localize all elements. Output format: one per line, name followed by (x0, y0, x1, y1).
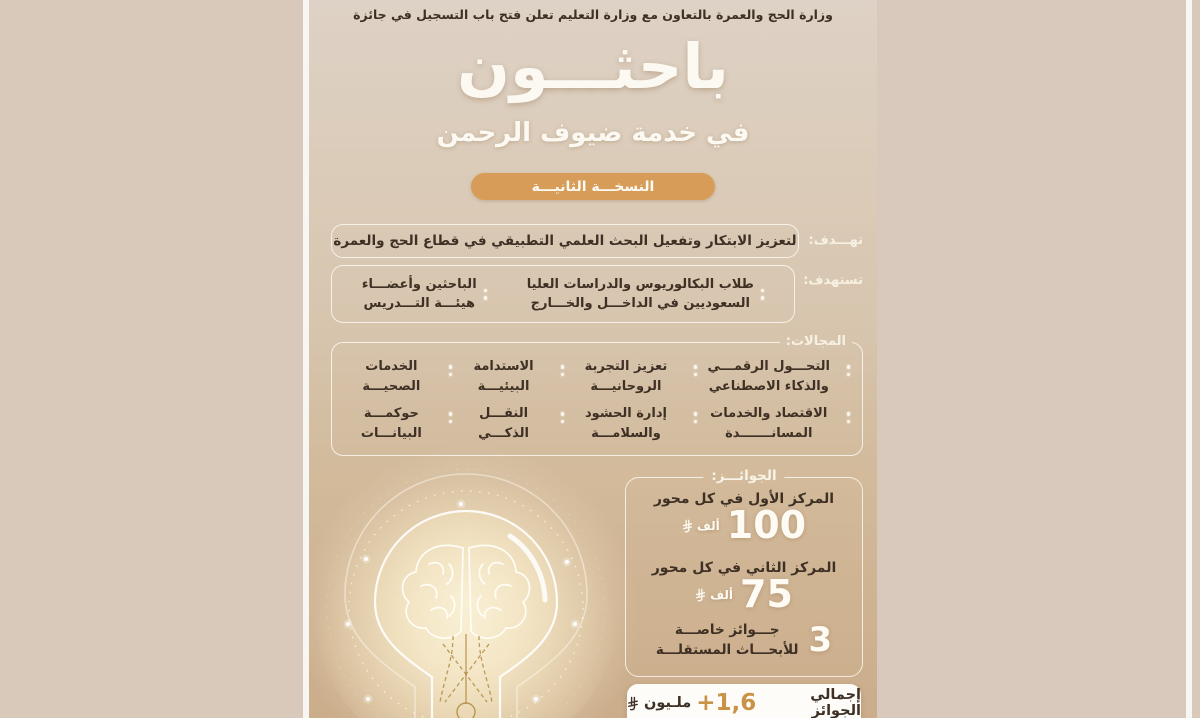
total-amount: +1,6 (696, 689, 757, 716)
field-line: النقـــل (479, 406, 529, 421)
fields-grid (332, 343, 862, 453)
target-item-line: السعوديين في الداخـــل والخـــارج (530, 296, 750, 311)
field-item (452, 404, 564, 443)
left-margin-panel (0, 0, 303, 718)
field-line: البيئيـــة (477, 378, 530, 394)
prizes-section (625, 468, 863, 677)
bullet-dots-icon (847, 365, 851, 376)
target-section (331, 265, 863, 323)
bullet-dots-icon (561, 412, 565, 423)
second-place-unit: ألف (710, 587, 734, 602)
bulb-glow (314, 458, 618, 718)
bullet-dots-icon (694, 412, 698, 423)
special-prizes (626, 620, 862, 661)
intro-line: وزارة الحج والعمرة بالتعاون مع وزارة التعليم تعلن فتح باب التسجيل في جائزة (353, 7, 833, 22)
field-item (564, 404, 697, 443)
field-line: حوكمـــة (363, 406, 419, 421)
bullet-dots-icon (761, 289, 765, 300)
field-line: إدارة الحشود (584, 406, 667, 421)
field-item (697, 404, 850, 443)
fields-section (331, 334, 863, 456)
field-item (452, 357, 564, 396)
field-item (697, 357, 850, 396)
field-line: الذكـــي (478, 425, 529, 441)
field-line: الصحيـــة (362, 378, 421, 394)
first-place-title: المركز الأول في كل محور (653, 491, 835, 507)
first-place-unit: ألف (696, 518, 720, 533)
field-line: الاقتصاد والخدمات (710, 406, 828, 421)
field-item (340, 357, 452, 396)
right-margin-panel (877, 0, 1186, 718)
first-place-amount (626, 505, 862, 547)
target-item (362, 275, 487, 314)
first-place-value: 100 (726, 503, 807, 547)
bulb-echo-outline (345, 474, 587, 718)
special-prizes-line: جـــوائز خاصـــة (674, 621, 780, 638)
field-line: والذكاء الاصطناعي (708, 378, 829, 394)
field-line: الروحانيـــة (590, 378, 662, 394)
target-item-line: طلاب البكالوريوس والدراسات العليا (526, 276, 754, 292)
prizes-label: الجوائـــز: (703, 468, 784, 484)
special-prizes-count: 3 (808, 619, 833, 660)
field-item (564, 357, 697, 396)
target-item-line: هيئـــة التـــدريس (363, 296, 476, 311)
total-suffix: ملـيون (644, 695, 692, 711)
total-prizes-box (627, 684, 861, 718)
goal-label: تهـــدف: (808, 233, 863, 248)
target-box (331, 265, 795, 323)
right-edge-sliver (1192, 0, 1200, 718)
edition-badge: النسخـــة الثانيـــة (471, 173, 715, 200)
target-item (527, 275, 765, 314)
second-place-value: 75 (740, 571, 793, 616)
goal-section (331, 224, 863, 258)
riyal-symbol-icon (627, 696, 639, 711)
bullet-dots-icon (449, 365, 453, 376)
riyal-symbol-icon (682, 519, 693, 533)
target-item-line: الباحثين وأعضـــاء (361, 276, 477, 292)
orbit-glow-dots (344, 500, 580, 704)
riyal-symbol-icon (695, 588, 706, 602)
field-line: تعزيز التجربة (584, 359, 668, 374)
total-prefix: إجمالي الجوائز (810, 687, 861, 718)
field-line: البيانـــات (360, 425, 422, 441)
goal-box (331, 224, 799, 258)
award-poster (309, 0, 877, 718)
field-line: المسانـــــــدة (725, 425, 813, 441)
field-line: الاستدامة (473, 359, 534, 374)
bullet-dots-icon (449, 412, 453, 423)
bullet-dots-icon (694, 365, 698, 376)
goal-text: لتعزيز الابتكار وتفعيل البحث العلمي التطبيقي في قطاع الحج والعمرة (333, 233, 797, 249)
bullet-dots-icon (847, 412, 851, 423)
poster-title: باحثـــون (457, 30, 729, 103)
bulb-glass (375, 511, 557, 718)
bullet-dots-icon (561, 365, 565, 376)
bulb-highlight (510, 536, 545, 600)
second-place-title: المركز الثاني في كل محور (651, 559, 837, 576)
dotted-orbit-ring-outer (327, 469, 605, 718)
bullet-dots-icon (484, 289, 488, 300)
field-line: التحـــول الرقمـــي (707, 359, 830, 374)
dotted-orbit-ring (349, 491, 583, 718)
bulb-filament (440, 634, 492, 718)
fields-label: المجالات: (780, 334, 852, 349)
brain-lineart (403, 545, 530, 638)
lightbulb-brain-illustration (309, 452, 637, 718)
poster-subtitle: في خدمة ضيوف الرحمن (436, 118, 750, 148)
special-prizes-line: للأبحـــاث المستقلـــة (655, 641, 799, 658)
second-place-amount (626, 571, 862, 616)
field-line: والسلامـــة (591, 425, 661, 441)
field-item (340, 404, 452, 443)
target-label: تستهدف: (803, 273, 863, 288)
field-line: الخدمات (365, 359, 418, 374)
